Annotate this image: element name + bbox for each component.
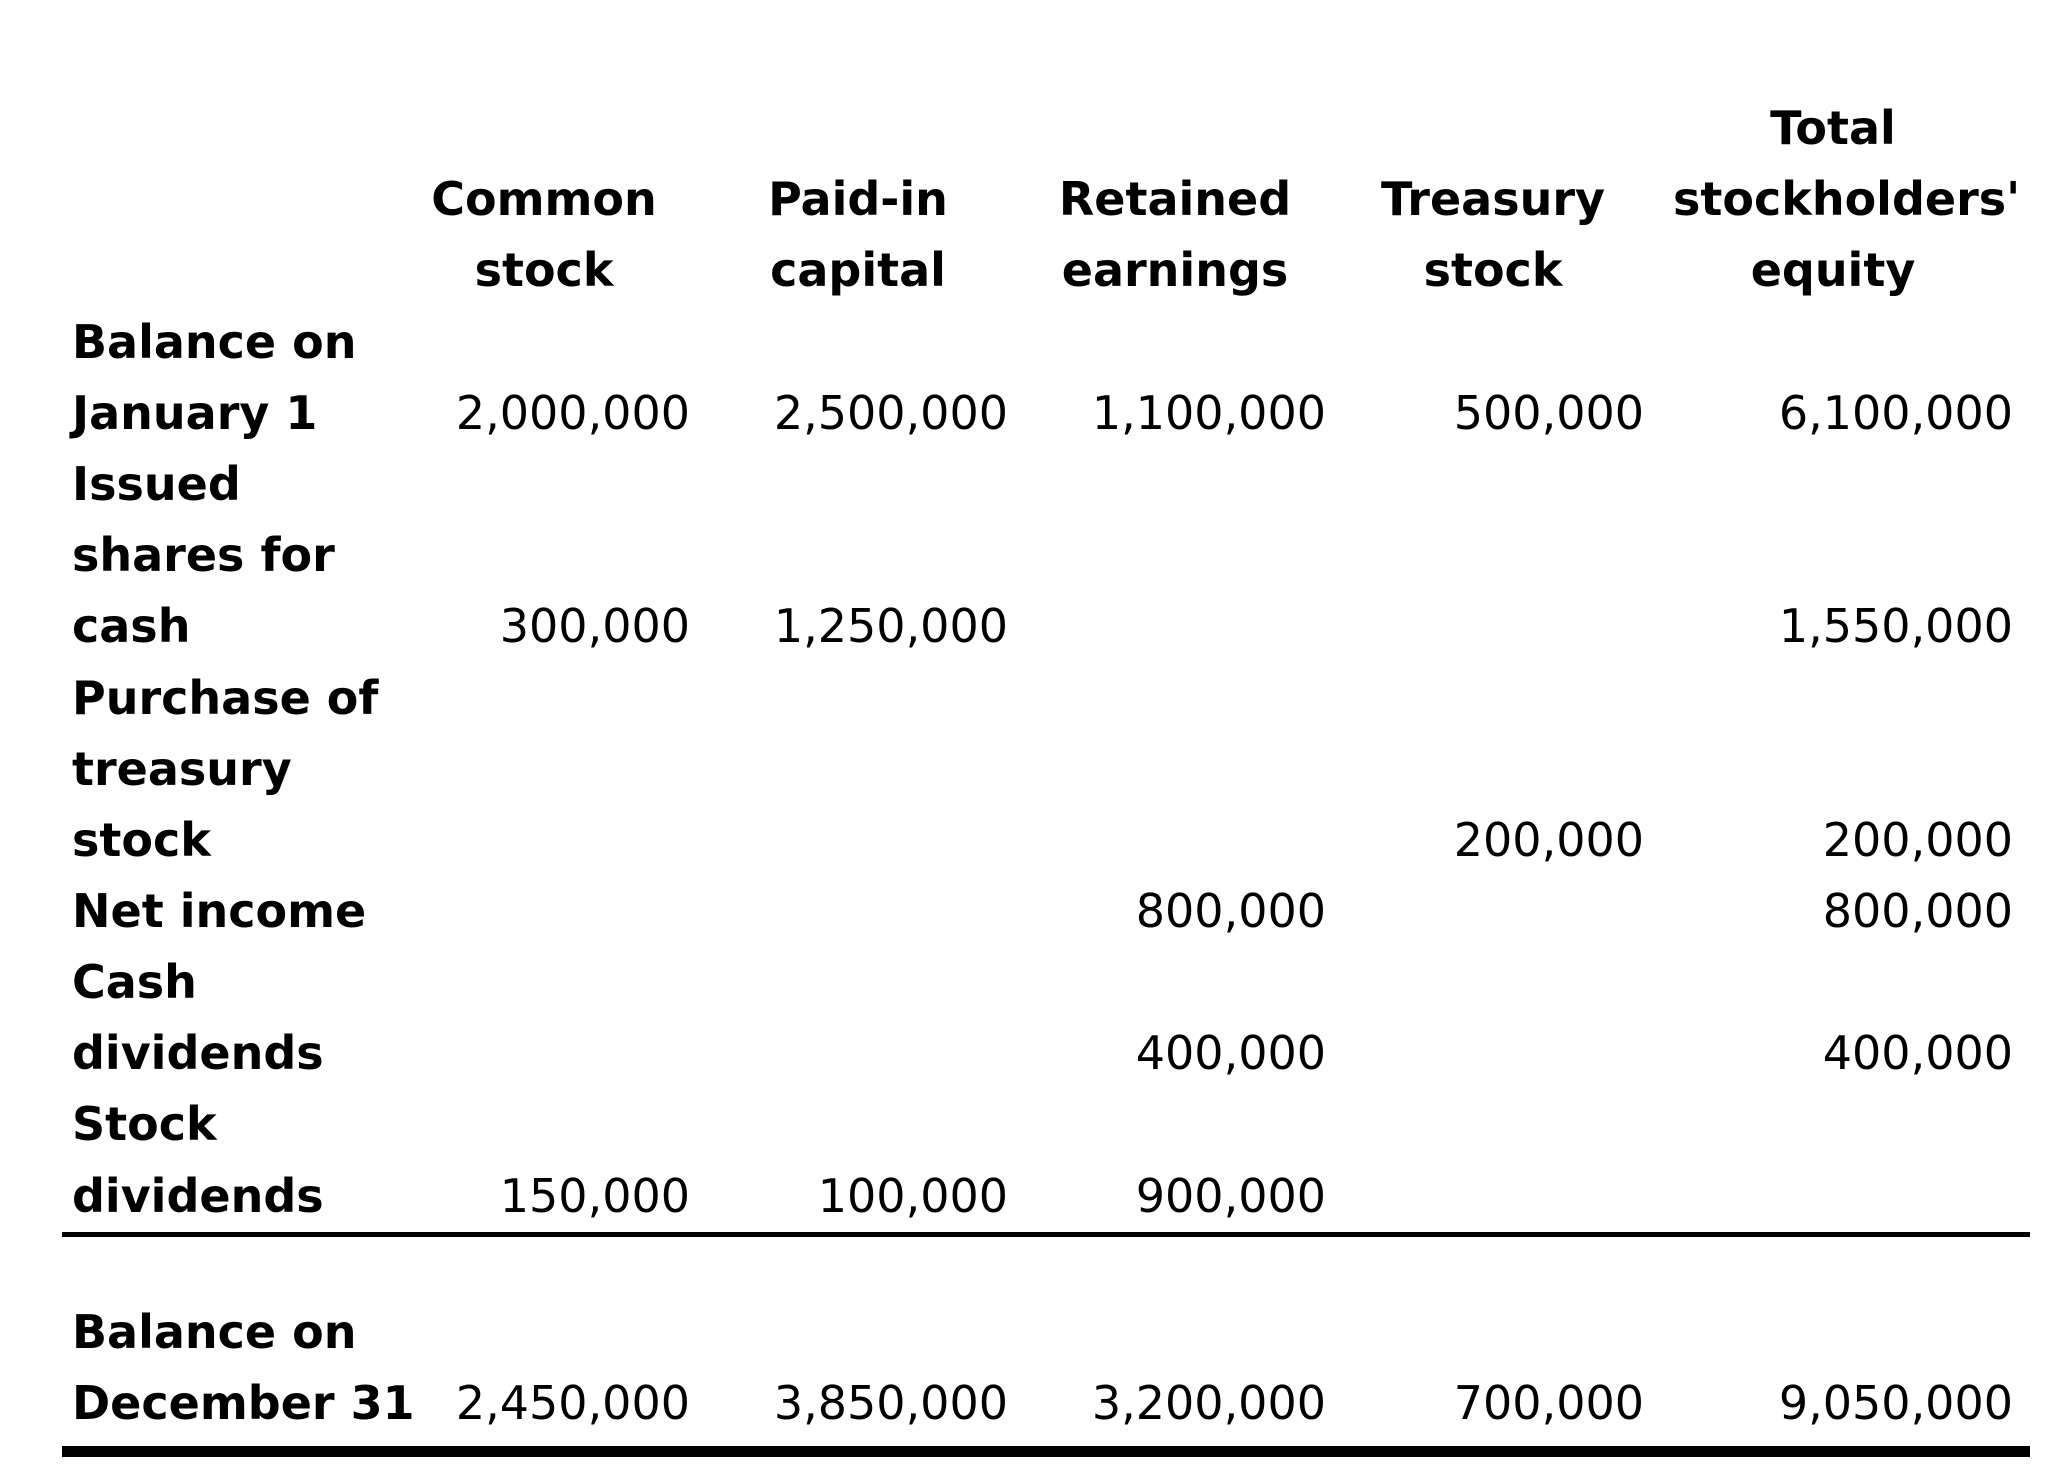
cell-common-stock-total: 2,450,000	[455, 1376, 690, 1430]
cell-paid-in-capital-total: 3,850,000	[773, 1376, 1008, 1430]
cell-total-equity: 6,100,000	[1778, 386, 2013, 440]
cell-paid-in-capital: 1,250,000	[773, 599, 1008, 653]
row-label-issued-shares-line2: shares for	[72, 528, 335, 582]
row-label-balance-jan-line2: January 1	[72, 386, 318, 440]
cell-common-stock: 2,000,000	[455, 386, 690, 440]
column-header-treasury-stock-line2: Treasury	[1380, 172, 1606, 226]
row-label-balance-jan-line1: Balance on	[72, 315, 357, 369]
row-label-purchase-treasury-line3: stock	[72, 813, 211, 867]
subtotal-rule	[62, 1232, 2030, 1237]
row-label-purchase-treasury-line2: treasury	[72, 742, 292, 796]
row-label-cash-dividends-line2: dividends	[72, 1026, 324, 1080]
cell-common-stock: 150,000	[499, 1169, 690, 1223]
row-label-balance-dec-line1: Balance on	[72, 1305, 357, 1359]
cell-retained-earnings-total: 3,200,000	[1091, 1376, 1326, 1430]
column-header-paid-in-capital-line3: capital	[770, 243, 946, 297]
row-label-issued-shares-line1: Issued	[72, 457, 241, 511]
cell-total-equity-total: 9,050,000	[1778, 1376, 2013, 1430]
cell-retained-earnings: 900,000	[1135, 1169, 1326, 1223]
cell-common-stock: 300,000	[499, 599, 690, 653]
column-header-total-equity-line2: stockholders'	[1673, 172, 2021, 226]
row-label-net-income: Net income	[72, 884, 367, 938]
column-header-common-stock-line2: Common	[431, 172, 657, 226]
column-header-retained-earnings-line2: Retained	[1058, 172, 1292, 226]
cell-total-equity: 800,000	[1822, 884, 2013, 938]
cell-total-equity: 1,550,000	[1778, 599, 2013, 653]
column-header-treasury-stock-line3: stock	[1423, 243, 1563, 297]
cell-total-equity: 400,000	[1822, 1026, 2013, 1080]
cell-retained-earnings: 400,000	[1135, 1026, 1326, 1080]
column-header-paid-in-capital-line2: Paid-in	[768, 172, 948, 226]
column-header-retained-earnings-line3: earnings	[1061, 243, 1289, 297]
column-header-total-equity-line3: equity	[1750, 243, 1916, 297]
total-rule	[62, 1446, 2030, 1457]
cell-total-equity: 200,000	[1822, 813, 2013, 867]
row-label-stock-dividends-line2: dividends	[72, 1169, 324, 1223]
cell-retained-earnings: 800,000	[1135, 884, 1326, 938]
row-label-balance-dec-line2: December 31	[72, 1376, 415, 1430]
cell-paid-in-capital: 100,000	[817, 1169, 1008, 1223]
row-label-cash-dividends-line1: Cash	[72, 955, 197, 1009]
row-label-purchase-treasury-line1: Purchase of	[72, 671, 379, 725]
cell-treasury-stock-total: 700,000	[1453, 1376, 1644, 1430]
column-header-common-stock-line3: stock	[474, 243, 614, 297]
cell-treasury-stock: 500,000	[1453, 386, 1644, 440]
cell-treasury-stock: 200,000	[1453, 813, 1644, 867]
row-label-issued-shares-line3: cash	[72, 599, 191, 653]
column-header-total-equity-line1: Total	[1770, 101, 1896, 155]
cell-paid-in-capital: 2,500,000	[773, 386, 1008, 440]
row-label-stock-dividends-line1: Stock	[72, 1097, 217, 1151]
cell-retained-earnings: 1,100,000	[1091, 386, 1326, 440]
